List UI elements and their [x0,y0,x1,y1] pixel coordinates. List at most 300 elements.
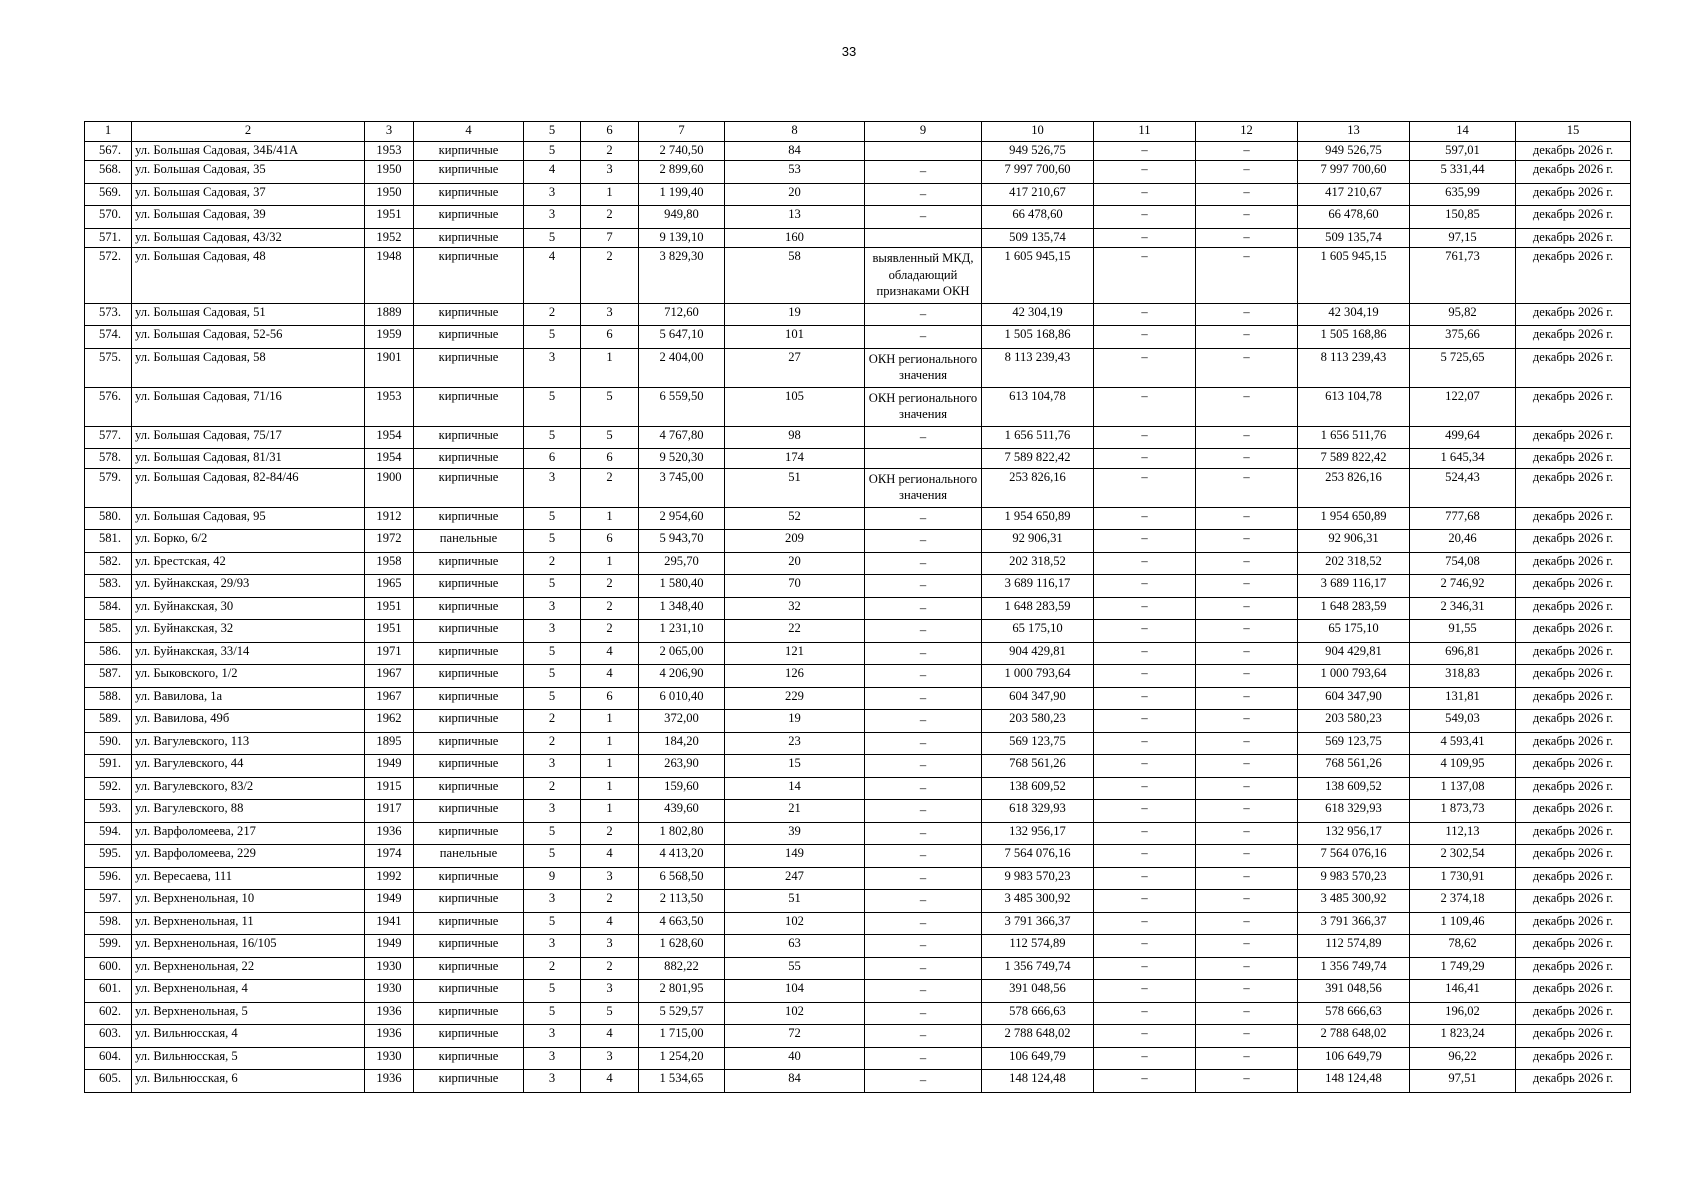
year-built-cell: 1930 [365,957,414,980]
column-header: 13 [1298,122,1410,142]
cost-col-13-cell: 138 609,52 [1298,777,1410,800]
residents-cell: 84 [725,1070,865,1093]
entrances-cell: 2 [581,890,639,913]
entrances-cell: 1 [581,732,639,755]
wall-material-cell: кирпичные [414,597,524,620]
year-built-cell: 1951 [365,597,414,620]
address-cell: ул. Варфоломеева, 229 [132,845,365,868]
row-number-cell: 586. [85,642,132,665]
heritage-status-cell: – [865,777,982,800]
cost-total-cell: 7 564 076,16 [982,845,1094,868]
cost-per-sqm-cell: 20,46 [1410,530,1516,553]
residents-cell: 39 [725,822,865,845]
wall-material-cell: кирпичные [414,348,524,387]
floors-cell: 3 [524,620,581,643]
year-built-cell: 1950 [365,183,414,206]
total-area-cell: 2 404,00 [639,348,725,387]
wall-material-cell: кирпичные [414,620,524,643]
year-built-cell: 1901 [365,348,414,387]
cost-col-11-cell: – [1094,348,1196,387]
year-built-cell: 1941 [365,912,414,935]
table-row [85,575,1631,598]
cost-per-sqm-cell: 95,82 [1410,303,1516,326]
cost-col-12-cell: – [1196,845,1298,868]
row-number-cell: 567. [85,141,132,161]
entrances-cell: 1 [581,552,639,575]
completion-date-cell: декабрь 2026 г. [1516,777,1631,800]
cost-col-12-cell: – [1196,642,1298,665]
entrances-cell: 1 [581,183,639,206]
cost-total-cell: 768 561,26 [982,755,1094,778]
floors-cell: 3 [524,890,581,913]
heritage-status-cell: – [865,1070,982,1093]
address-cell: ул. Борко, 6/2 [132,530,365,553]
cost-col-11-cell: – [1094,228,1196,248]
cost-total-cell: 106 649,79 [982,1047,1094,1070]
cost-per-sqm-cell: 524,43 [1410,468,1516,507]
residents-cell: 22 [725,620,865,643]
address-cell: ул. Большая Садовая, 81/31 [132,449,365,469]
table-row [85,449,1631,469]
heritage-status-cell: – [865,206,982,229]
wall-material-cell: кирпичные [414,1025,524,1048]
row-number-cell: 585. [85,620,132,643]
year-built-cell: 1972 [365,530,414,553]
cost-total-cell: 1 954 650,89 [982,507,1094,530]
cost-col-13-cell: 65 175,10 [1298,620,1410,643]
total-area-cell: 5 943,70 [639,530,725,553]
residents-cell: 27 [725,348,865,387]
cost-col-13-cell: 202 318,52 [1298,552,1410,575]
cost-col-12-cell: – [1196,303,1298,326]
heritage-status-cell: – [865,935,982,958]
year-built-cell: 1953 [365,387,414,426]
cost-col-11-cell: – [1094,183,1196,206]
cost-col-12-cell: – [1196,1025,1298,1048]
address-cell: ул. Верхненольная, 22 [132,957,365,980]
year-built-cell: 1949 [365,890,414,913]
table-row [85,935,1631,958]
cost-col-11-cell: – [1094,665,1196,688]
floors-cell: 3 [524,468,581,507]
entrances-cell: 1 [581,777,639,800]
heritage-status-cell: – [865,426,982,449]
table-row [85,620,1631,643]
row-number-cell: 599. [85,935,132,958]
column-header: 7 [639,122,725,142]
year-built-cell: 1962 [365,710,414,733]
total-area-cell: 6 010,40 [639,687,725,710]
heritage-status-cell: – [865,575,982,598]
cost-per-sqm-cell: 318,83 [1410,665,1516,688]
wall-material-cell: кирпичные [414,710,524,733]
wall-material-cell: кирпичные [414,1047,524,1070]
heritage-status-cell: – [865,800,982,823]
year-built-cell: 1967 [365,687,414,710]
heritage-status-cell: – [865,665,982,688]
total-area-cell: 4 413,20 [639,845,725,868]
cost-col-11-cell: – [1094,426,1196,449]
residents-cell: 15 [725,755,865,778]
address-cell: ул. Вильнюсская, 4 [132,1025,365,1048]
completion-date-cell: декабрь 2026 г. [1516,248,1631,304]
table-row [85,248,1631,304]
column-header: 9 [865,122,982,142]
cost-col-13-cell: 66 478,60 [1298,206,1410,229]
entrances-cell: 2 [581,575,639,598]
floors-cell: 5 [524,326,581,349]
cost-col-11-cell: – [1094,507,1196,530]
year-built-cell: 1949 [365,935,414,958]
cost-col-11-cell: – [1094,867,1196,890]
heritage-status-cell: – [865,710,982,733]
floors-cell: 5 [524,1002,581,1025]
table-row [85,326,1631,349]
row-number-cell: 598. [85,912,132,935]
column-header: 14 [1410,122,1516,142]
entrances-cell: 2 [581,248,639,304]
year-built-cell: 1959 [365,326,414,349]
residents-cell: 19 [725,710,865,733]
cost-per-sqm-cell: 112,13 [1410,822,1516,845]
completion-date-cell: декабрь 2026 г. [1516,206,1631,229]
entrances-cell: 5 [581,387,639,426]
wall-material-cell: кирпичные [414,755,524,778]
total-area-cell: 4 663,50 [639,912,725,935]
residents-cell: 13 [725,206,865,229]
cost-col-13-cell: 92 906,31 [1298,530,1410,553]
wall-material-cell: кирпичные [414,303,524,326]
residents-cell: 51 [725,468,865,507]
heritage-status-cell: – [865,957,982,980]
floors-cell: 9 [524,867,581,890]
cost-col-11-cell: – [1094,642,1196,665]
row-number-cell: 584. [85,597,132,620]
entrances-cell: 3 [581,303,639,326]
total-area-cell: 1 199,40 [639,183,725,206]
heritage-status-cell: ОКН регионального значения [865,348,982,387]
cost-col-11-cell: – [1094,935,1196,958]
cost-col-11-cell: – [1094,957,1196,980]
cost-col-13-cell: 904 429,81 [1298,642,1410,665]
completion-date-cell: декабрь 2026 г. [1516,468,1631,507]
cost-total-cell: 92 906,31 [982,530,1094,553]
heritage-status-cell: – [865,1047,982,1070]
row-number-cell: 595. [85,845,132,868]
cost-col-13-cell: 42 304,19 [1298,303,1410,326]
cost-col-11-cell: – [1094,777,1196,800]
cost-col-11-cell: – [1094,980,1196,1003]
cost-total-cell: 203 580,23 [982,710,1094,733]
cost-per-sqm-cell: 5 725,65 [1410,348,1516,387]
floors-cell: 2 [524,303,581,326]
year-built-cell: 1951 [365,620,414,643]
cost-col-11-cell: – [1094,800,1196,823]
total-area-cell: 5 647,10 [639,326,725,349]
address-cell: ул. Верхненольная, 4 [132,980,365,1003]
column-header: 6 [581,122,639,142]
table-row [85,980,1631,1003]
cost-col-13-cell: 1 000 793,64 [1298,665,1410,688]
cost-col-12-cell: – [1196,468,1298,507]
address-cell: ул. Большая Садовая, 37 [132,183,365,206]
cost-per-sqm-cell: 499,64 [1410,426,1516,449]
year-built-cell: 1949 [365,755,414,778]
cost-col-13-cell: 2 788 648,02 [1298,1025,1410,1048]
cost-col-12-cell: – [1196,867,1298,890]
completion-date-cell: декабрь 2026 г. [1516,665,1631,688]
address-cell: ул. Вагулевского, 88 [132,800,365,823]
cost-col-13-cell: 1 505 168,86 [1298,326,1410,349]
cost-total-cell: 578 666,63 [982,1002,1094,1025]
year-built-cell: 1917 [365,800,414,823]
address-cell: ул. Вавилова, 49б [132,710,365,733]
cost-per-sqm-cell: 1 109,46 [1410,912,1516,935]
total-area-cell: 1 231,10 [639,620,725,643]
cost-total-cell: 1 605 945,15 [982,248,1094,304]
cost-col-13-cell: 613 104,78 [1298,387,1410,426]
cost-per-sqm-cell: 96,22 [1410,1047,1516,1070]
total-area-cell: 295,70 [639,552,725,575]
cost-col-11-cell: – [1094,845,1196,868]
floors-cell: 3 [524,755,581,778]
cost-col-13-cell: 1 954 650,89 [1298,507,1410,530]
cost-col-12-cell: – [1196,800,1298,823]
cost-col-12-cell: – [1196,575,1298,598]
floors-cell: 5 [524,141,581,161]
cost-per-sqm-cell: 2 374,18 [1410,890,1516,913]
total-area-cell: 2 801,95 [639,980,725,1003]
cost-col-12-cell: – [1196,326,1298,349]
address-cell: ул. Буйнакская, 32 [132,620,365,643]
floors-cell: 2 [524,732,581,755]
entrances-cell: 6 [581,449,639,469]
total-area-cell: 2 113,50 [639,890,725,913]
completion-date-cell: декабрь 2026 г. [1516,912,1631,935]
address-cell: ул. Вагулевского, 113 [132,732,365,755]
heritage-status-cell: – [865,845,982,868]
wall-material-cell: кирпичные [414,141,524,161]
cost-per-sqm-cell: 4 593,41 [1410,732,1516,755]
wall-material-cell: кирпичные [414,552,524,575]
cost-col-11-cell: – [1094,387,1196,426]
table-row [85,912,1631,935]
year-built-cell: 1954 [365,426,414,449]
table-row [85,468,1631,507]
address-cell: ул. Буйнакская, 30 [132,597,365,620]
entrances-cell: 3 [581,980,639,1003]
year-built-cell: 1915 [365,777,414,800]
floors-cell: 3 [524,348,581,387]
cost-col-13-cell: 7 997 700,60 [1298,161,1410,184]
cost-per-sqm-cell: 2 346,31 [1410,597,1516,620]
wall-material-cell: кирпичные [414,912,524,935]
completion-date-cell: декабрь 2026 г. [1516,1025,1631,1048]
entrances-cell: 4 [581,642,639,665]
row-number-cell: 603. [85,1025,132,1048]
cost-col-12-cell: – [1196,710,1298,733]
cost-col-12-cell: – [1196,732,1298,755]
cost-per-sqm-cell: 696,81 [1410,642,1516,665]
completion-date-cell: декабрь 2026 г. [1516,1070,1631,1093]
cost-col-13-cell: 8 113 239,43 [1298,348,1410,387]
entrances-cell: 4 [581,912,639,935]
year-built-cell: 1912 [365,507,414,530]
table-row [85,890,1631,913]
residents-cell: 32 [725,597,865,620]
cost-total-cell: 7 589 822,42 [982,449,1094,469]
cost-total-cell: 569 123,75 [982,732,1094,755]
cost-per-sqm-cell: 1 873,73 [1410,800,1516,823]
cost-col-11-cell: – [1094,468,1196,507]
cost-col-13-cell: 1 356 749,74 [1298,957,1410,980]
row-number-cell: 582. [85,552,132,575]
wall-material-cell: кирпичные [414,449,524,469]
cost-col-11-cell: – [1094,710,1196,733]
row-number-cell: 568. [85,161,132,184]
entrances-cell: 2 [581,957,639,980]
cost-total-cell: 1 000 793,64 [982,665,1094,688]
cost-total-cell: 138 609,52 [982,777,1094,800]
wall-material-cell: кирпичные [414,732,524,755]
total-area-cell: 184,20 [639,732,725,755]
total-area-cell: 372,00 [639,710,725,733]
total-area-cell: 5 529,57 [639,1002,725,1025]
total-area-cell: 4 767,80 [639,426,725,449]
cost-col-13-cell: 768 561,26 [1298,755,1410,778]
table-row [85,228,1631,248]
heritage-status-cell: – [865,1002,982,1025]
residents-cell: 72 [725,1025,865,1048]
wall-material-cell: кирпичные [414,980,524,1003]
row-number-cell: 580. [85,507,132,530]
row-number-cell: 601. [85,980,132,1003]
row-number-cell: 589. [85,710,132,733]
cost-total-cell: 42 304,19 [982,303,1094,326]
heritage-status-cell: – [865,303,982,326]
total-area-cell: 2 899,60 [639,161,725,184]
table-row [85,777,1631,800]
floors-cell: 5 [524,845,581,868]
cost-col-12-cell: – [1196,449,1298,469]
floors-cell: 2 [524,777,581,800]
completion-date-cell: декабрь 2026 г. [1516,867,1631,890]
row-number-cell: 593. [85,800,132,823]
year-built-cell: 1936 [365,1002,414,1025]
page-number: 33 [841,44,857,59]
column-header: 1 [85,122,132,142]
cost-per-sqm-cell: 1 730,91 [1410,867,1516,890]
floors-cell: 5 [524,575,581,598]
entrances-cell: 5 [581,1002,639,1025]
completion-date-cell: декабрь 2026 г. [1516,426,1631,449]
table-row [85,687,1631,710]
floors-cell: 3 [524,1070,581,1093]
entrances-cell: 4 [581,1070,639,1093]
cost-per-sqm-cell: 78,62 [1410,935,1516,958]
cost-col-12-cell: – [1196,228,1298,248]
heritage-status-cell: – [865,980,982,1003]
cost-col-12-cell: – [1196,161,1298,184]
cost-total-cell: 417 210,67 [982,183,1094,206]
residents-cell: 101 [725,326,865,349]
address-cell: ул. Вильнюсская, 5 [132,1047,365,1070]
column-header: 5 [524,122,581,142]
completion-date-cell: декабрь 2026 г. [1516,755,1631,778]
heritage-status-cell: – [865,732,982,755]
column-header: 11 [1094,122,1196,142]
wall-material-cell: кирпичные [414,822,524,845]
cost-per-sqm-cell: 1 823,24 [1410,1025,1516,1048]
cost-col-13-cell: 7 589 822,42 [1298,449,1410,469]
total-area-cell: 2 954,60 [639,507,725,530]
residents-cell: 14 [725,777,865,800]
floors-cell: 2 [524,710,581,733]
entrances-cell: 2 [581,597,639,620]
residents-cell: 149 [725,845,865,868]
row-number-cell: 574. [85,326,132,349]
residents-cell: 21 [725,800,865,823]
cost-col-11-cell: – [1094,552,1196,575]
row-number-cell: 571. [85,228,132,248]
residents-cell: 51 [725,890,865,913]
cost-col-12-cell: – [1196,183,1298,206]
entrances-cell: 1 [581,710,639,733]
cost-col-11-cell: – [1094,687,1196,710]
cost-col-12-cell: – [1196,507,1298,530]
cost-col-11-cell: – [1094,206,1196,229]
floors-cell: 3 [524,1047,581,1070]
address-cell: ул. Верхненольная, 10 [132,890,365,913]
entrances-cell: 2 [581,141,639,161]
completion-date-cell: декабрь 2026 г. [1516,326,1631,349]
total-area-cell: 1 715,00 [639,1025,725,1048]
table-row [85,206,1631,229]
cost-col-12-cell: – [1196,530,1298,553]
total-area-cell: 159,60 [639,777,725,800]
cost-col-12-cell: – [1196,912,1298,935]
cost-col-12-cell: – [1196,665,1298,688]
cost-total-cell: 8 113 239,43 [982,348,1094,387]
floors-cell: 3 [524,597,581,620]
address-cell: ул. Верхненольная, 11 [132,912,365,935]
address-cell: ул. Большая Садовая, 51 [132,303,365,326]
entrances-cell: 2 [581,620,639,643]
row-number-cell: 570. [85,206,132,229]
cost-total-cell: 1 656 511,76 [982,426,1094,449]
cost-col-11-cell: – [1094,732,1196,755]
cost-col-13-cell: 1 605 945,15 [1298,248,1410,304]
residents-cell: 19 [725,303,865,326]
cost-per-sqm-cell: 146,41 [1410,980,1516,1003]
table-row [85,552,1631,575]
cost-col-11-cell: – [1094,1025,1196,1048]
cost-total-cell: 3 689 116,17 [982,575,1094,598]
entrances-cell: 7 [581,228,639,248]
completion-date-cell: декабрь 2026 г. [1516,507,1631,530]
column-header: 8 [725,122,865,142]
cost-col-11-cell: – [1094,822,1196,845]
wall-material-cell: кирпичные [414,777,524,800]
cost-total-cell: 1 505 168,86 [982,326,1094,349]
address-cell: ул. Большая Садовая, 39 [132,206,365,229]
completion-date-cell: декабрь 2026 г. [1516,732,1631,755]
row-number-cell: 575. [85,348,132,387]
completion-date-cell: декабрь 2026 г. [1516,687,1631,710]
table-row [85,530,1631,553]
table-row [85,1002,1631,1025]
cost-col-13-cell: 132 956,17 [1298,822,1410,845]
